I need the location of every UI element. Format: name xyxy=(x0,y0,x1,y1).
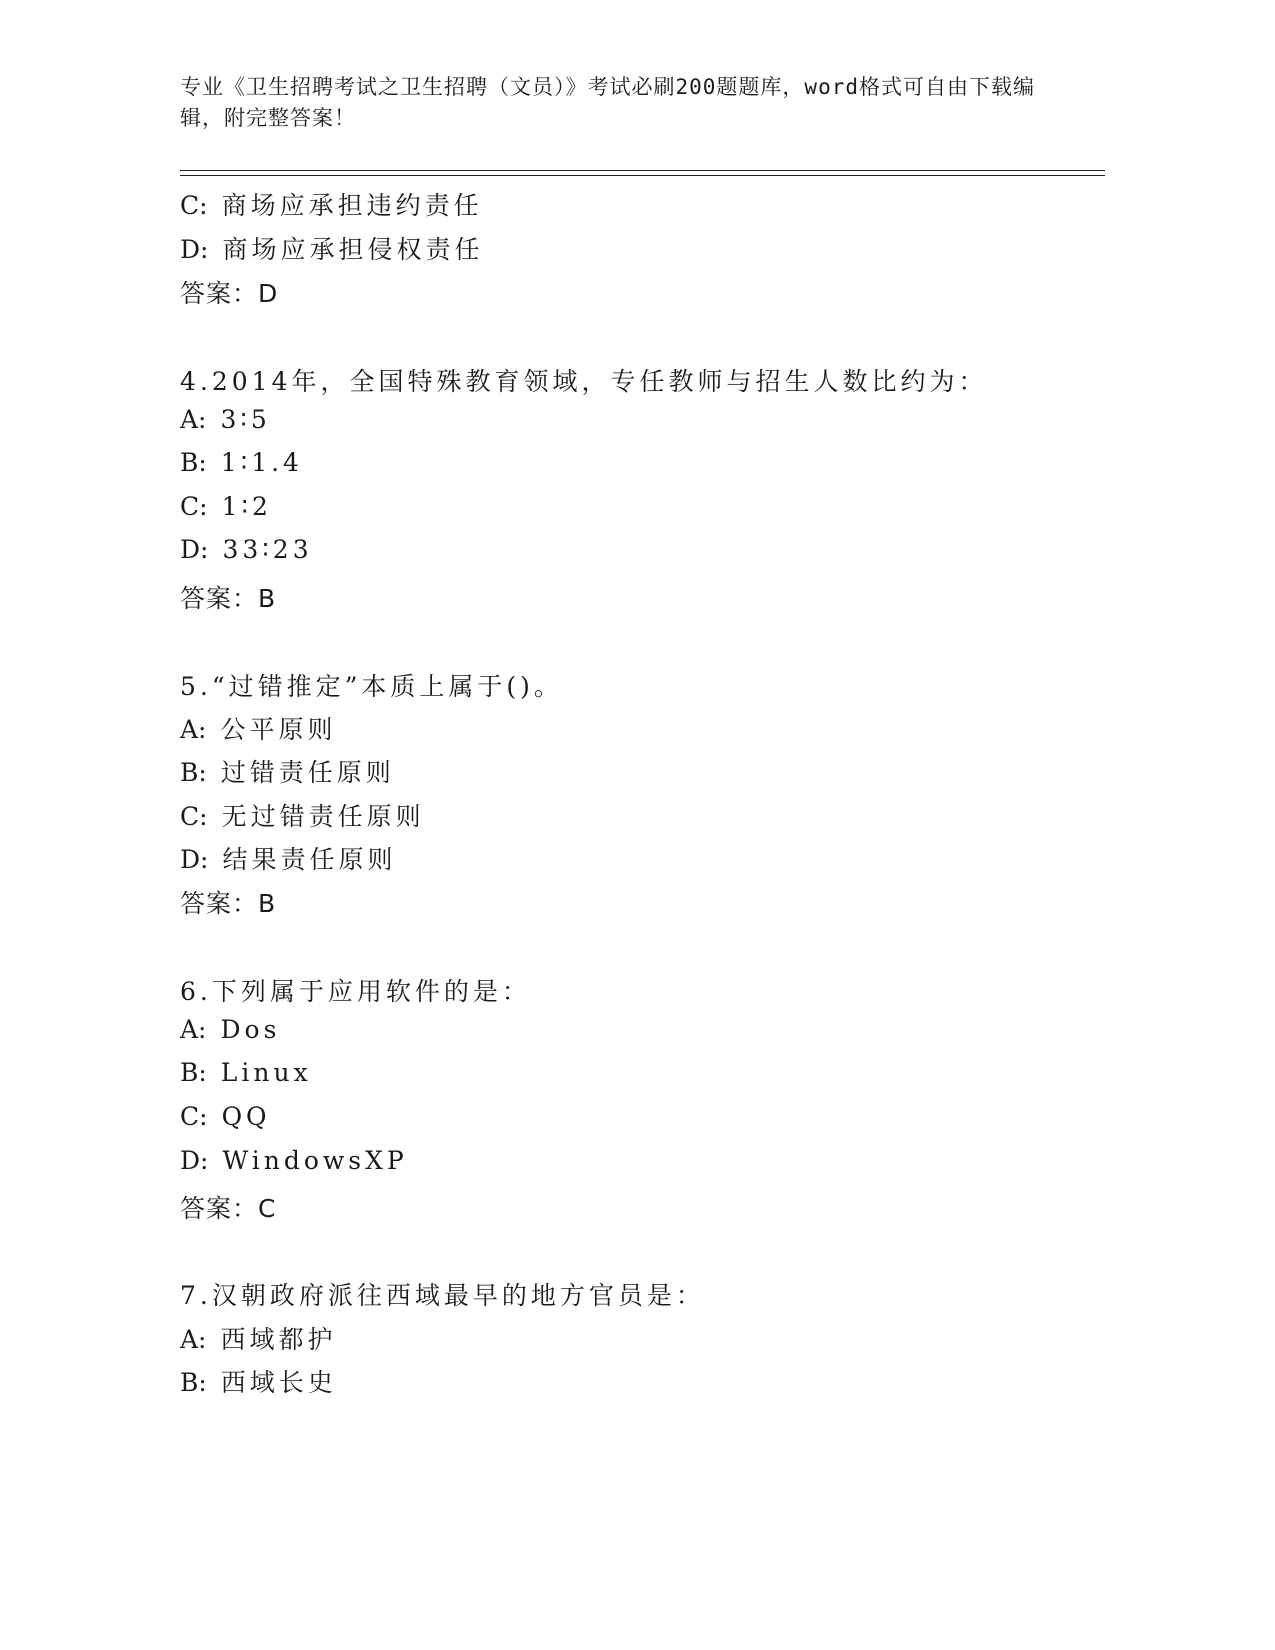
q5-option-c xyxy=(180,797,425,833)
option-letter: D: xyxy=(180,1146,209,1175)
q5-stem: 5.“过错推定”本质上属于()。 xyxy=(180,672,563,701)
q3-option-d xyxy=(180,230,483,266)
option-text: 结果责任原则 xyxy=(222,845,397,874)
q4-answer: 答案：B xyxy=(180,584,277,613)
option-letter: D: xyxy=(180,235,209,264)
option-letter: B: xyxy=(180,448,207,477)
option-text: Dos xyxy=(220,1015,281,1044)
q4-option-b xyxy=(180,448,303,477)
option-text: 公平原则 xyxy=(220,715,337,744)
q4-stem: 4.2014年，全国特殊教育领域，专任教师与招生人数比约为： xyxy=(180,367,988,396)
option-text: 西域都护 xyxy=(220,1325,337,1354)
option-text: 商场应承担侵权责任 xyxy=(222,235,484,264)
option-letter: C: xyxy=(180,1102,208,1131)
option-text: 商场应承担违约责任 xyxy=(221,191,483,220)
option-text: 3∶5 xyxy=(220,405,271,434)
option-letter: A: xyxy=(180,405,207,434)
option-letter: C: xyxy=(180,492,208,521)
option-letter: B: xyxy=(180,1368,207,1397)
option-letter: D: xyxy=(180,845,209,874)
q6-answer: 答案：C xyxy=(180,1194,277,1223)
option-letter: B: xyxy=(180,758,207,787)
option-text: 1∶2 xyxy=(221,492,272,521)
option-text: WindowsXP xyxy=(222,1146,408,1175)
document-header: 专业《卫生招聘考试之卫生招聘（文员）》考试必刷200题题库，word格式可自由下载编辑，附完整答案！ xyxy=(180,75,1035,130)
option-letter: D: xyxy=(180,535,209,564)
q7-option-a xyxy=(180,1320,337,1356)
q6-stem: 6.下列属于应用软件的是： xyxy=(180,977,531,1006)
q6-option-c xyxy=(180,1102,271,1131)
option-letter: C: xyxy=(180,191,208,220)
q4-option-a xyxy=(180,405,271,434)
option-text: QQ xyxy=(221,1102,271,1131)
header-divider-top xyxy=(180,170,1105,171)
option-letter: A: xyxy=(180,1015,207,1044)
option-letter: A: xyxy=(180,1325,207,1354)
q6-option-d xyxy=(180,1146,408,1175)
option-text: 33∶23 xyxy=(222,535,313,564)
option-text: Linux xyxy=(220,1058,312,1087)
q7-option-b xyxy=(180,1363,337,1399)
q4-option-c xyxy=(180,492,272,521)
q7-stem: 7.汉朝政府派往西域最早的地方官员是： xyxy=(180,1281,705,1310)
option-text: 西域长史 xyxy=(220,1368,337,1397)
q5-option-a xyxy=(180,710,337,746)
option-text: 过错责任原则 xyxy=(220,758,395,787)
option-letter: B: xyxy=(180,1058,207,1087)
q6-option-b xyxy=(180,1058,312,1087)
q5-option-b xyxy=(180,753,395,789)
option-text: 无过错责任原则 xyxy=(221,802,425,831)
q5-option-d xyxy=(180,840,396,876)
q6-option-a xyxy=(180,1015,280,1044)
q5-answer: 答案：B xyxy=(180,889,277,918)
q3-option-c xyxy=(180,186,483,222)
header-divider-bottom xyxy=(180,175,1105,176)
q3-answer: 答案：D xyxy=(180,279,279,308)
option-letter: A: xyxy=(180,715,207,744)
q4-option-d xyxy=(180,535,313,564)
option-letter: C: xyxy=(180,802,208,831)
option-text: 1∶1.4 xyxy=(220,448,303,477)
